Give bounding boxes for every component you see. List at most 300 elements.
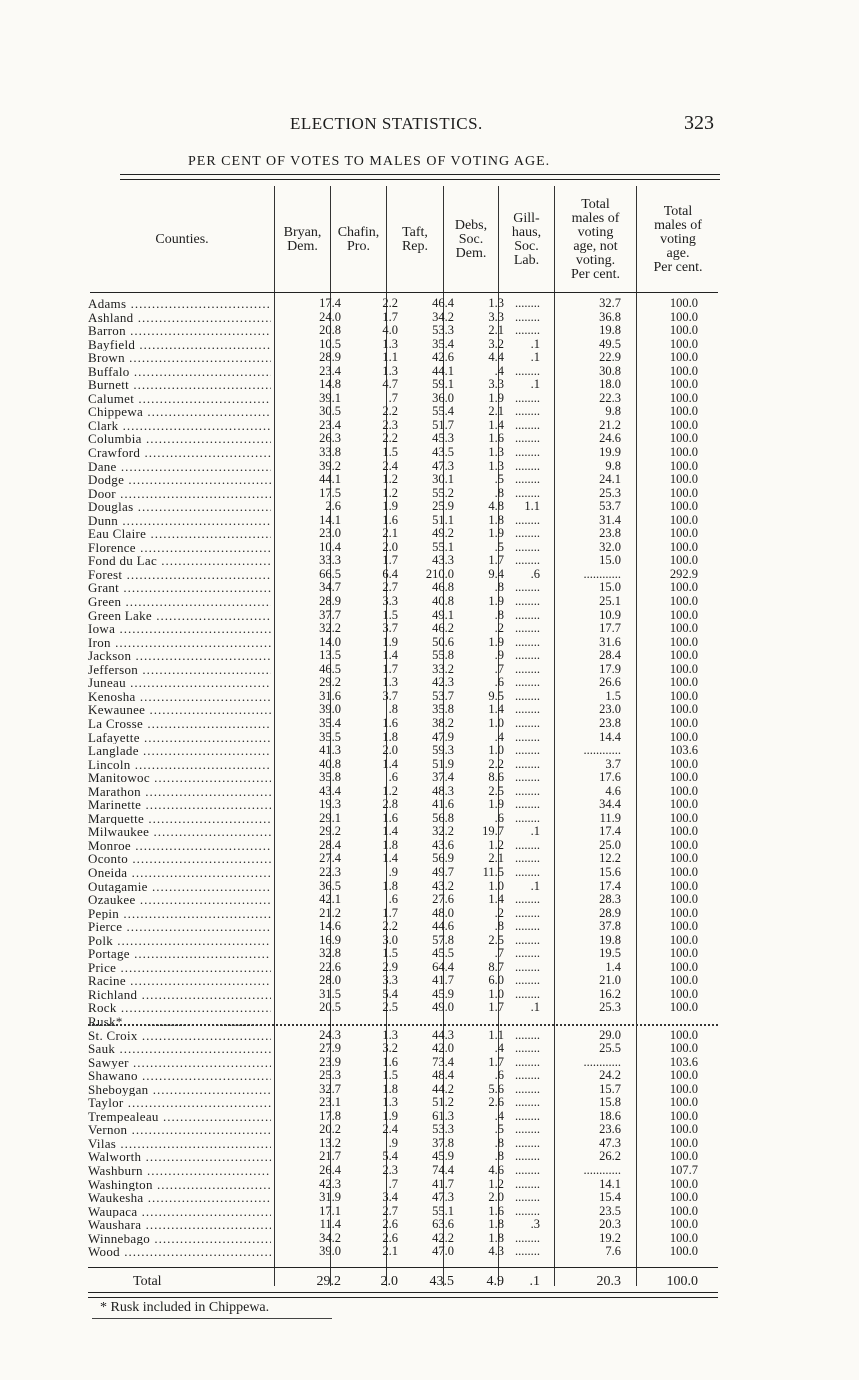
cell-taft: 35.8 — [432, 702, 454, 717]
cell-gillhaus: ........ — [515, 1149, 540, 1164]
cell-gillhaus: ........ — [515, 404, 540, 419]
cell-total-males: 100.0 — [669, 512, 698, 527]
table-title: PER CENT OF VOTES TO MALES OF VOTING AGE. — [188, 154, 551, 169]
cell-not-voting: 10.9 — [599, 607, 621, 622]
cell-taft: 73.4 — [432, 1054, 454, 1069]
cell-chafin: .9 — [388, 1135, 398, 1150]
cell-chafin: 3.3 — [382, 594, 398, 609]
rusk-dotted-rule — [88, 1024, 718, 1026]
cell-taft: 55.1 — [432, 539, 454, 554]
table-row — [88, 839, 718, 853]
cell-debs: 1.9 — [488, 634, 504, 649]
cell-taft: 25.9 — [432, 499, 454, 514]
cell-debs: .8 — [494, 1149, 504, 1164]
cell-bryan: 31.6 — [319, 688, 341, 703]
cell-chafin: 1.5 — [382, 1068, 398, 1083]
cell-debs: 19.7 — [482, 824, 504, 839]
cell-bryan: 34.7 — [319, 580, 341, 595]
cell-total-males: 100.0 — [669, 1000, 698, 1015]
cell-county: Jefferson ..... — [88, 663, 271, 677]
cell-gillhaus: ........ — [515, 851, 540, 866]
cell-county: Shawano ..... — [88, 1069, 271, 1083]
cell-gillhaus: ........ — [515, 472, 540, 487]
cell-chafin: 2.9 — [382, 959, 398, 974]
cell-taft: 34.2 — [432, 309, 454, 324]
cell-county: Pierce ..... — [88, 920, 271, 934]
cell-taft: 49.1 — [432, 607, 454, 622]
cell-debs: 8.7 — [488, 959, 504, 974]
cell-chafin: 1.7 — [382, 553, 398, 568]
cell-county: Washburn ..... — [88, 1164, 271, 1178]
cell-total-males: 100.0 — [669, 959, 698, 974]
cell-debs: 1.0 — [488, 986, 504, 1001]
cell-bryan: 20.8 — [319, 323, 341, 338]
cell-not-voting: 17.4 — [599, 878, 621, 893]
cell-total-males: 100.0 — [669, 1230, 698, 1245]
cell-not-voting: 22.3 — [599, 390, 621, 405]
cell-not-voting: 17.9 — [599, 661, 621, 676]
table-row — [88, 988, 718, 1002]
cell-not-voting: ............ — [583, 1054, 621, 1069]
cell-chafin: 3.4 — [382, 1190, 398, 1205]
cell-bryan: 23.4 — [319, 363, 341, 378]
cell-county: Barron ..... — [88, 324, 271, 338]
column-header-taft: Taft, Rep. — [401, 225, 429, 254]
cell-chafin: 1.3 — [382, 675, 398, 690]
cell-taft: 59.3 — [432, 743, 454, 758]
cell-county: Forest ..... — [88, 568, 271, 582]
cell-gillhaus: ........ — [515, 309, 540, 324]
cell-total-males: 100.0 — [669, 1081, 698, 1096]
cell-taft: 74.4 — [432, 1163, 454, 1177]
total-rule-top — [88, 1267, 718, 1268]
cell-bryan: 27.9 — [319, 1041, 341, 1056]
cell-gillhaus: .1 — [530, 824, 540, 839]
column-header-counties: Counties. — [155, 232, 209, 247]
total-not-voting: 20.3 — [596, 1274, 621, 1289]
cell-debs: .8 — [494, 1135, 504, 1150]
table-row — [88, 893, 718, 907]
cell-bryan: 22.3 — [319, 864, 341, 879]
cell-debs: 2.1 — [488, 404, 504, 419]
cell-county: Waukesha ..... — [88, 1191, 271, 1205]
cell-bryan: 24.0 — [319, 309, 341, 324]
footnote: * Rusk included in Chippewa. — [100, 1300, 270, 1315]
cell-county: Outagamie ..... — [88, 880, 271, 894]
cell-bryan: 39.0 — [319, 702, 341, 717]
cell-not-voting: ............ — [583, 743, 621, 758]
cell-bryan: 66.5 — [319, 566, 341, 581]
cell-chafin: 1.3 — [382, 1027, 398, 1042]
cell-not-voting: 49.5 — [599, 336, 621, 351]
cell-gillhaus: ........ — [515, 1244, 540, 1259]
cell-gillhaus: ........ — [515, 661, 540, 676]
cell-gillhaus: ........ — [515, 458, 540, 473]
cell-taft: 33.2 — [432, 661, 454, 676]
cell-chafin: 2.6 — [382, 1217, 398, 1232]
cell-county: Rock ..... — [88, 1001, 271, 1015]
cell-bryan: 33.3 — [319, 553, 341, 568]
cell-total-males: 100.0 — [669, 688, 698, 703]
cell-bryan: 24.3 — [319, 1027, 341, 1042]
cell-chafin: 4.7 — [382, 377, 398, 392]
cell-not-voting: 1.4 — [605, 959, 621, 974]
table-row — [88, 947, 718, 961]
cell-chafin: 1.3 — [382, 363, 398, 378]
cell-gillhaus: .1 — [530, 878, 540, 893]
cell-taft: 48.4 — [432, 1068, 454, 1083]
cell-bryan: 35.5 — [319, 729, 341, 744]
cell-taft: 55.2 — [432, 485, 454, 500]
cell-bryan: 20.2 — [319, 1122, 341, 1137]
cell-total-males: 100.0 — [669, 485, 698, 500]
cell-taft: 51.1 — [432, 512, 454, 527]
cell-bryan: 14.8 — [319, 377, 341, 392]
total-bryan: 29.2 — [316, 1274, 341, 1289]
cell-bryan: 39.1 — [319, 390, 341, 405]
cell-total-males: 100.0 — [669, 837, 698, 852]
table-row — [88, 663, 718, 677]
cell-gillhaus: .1 — [530, 1000, 540, 1015]
cell-county: Dane ..... — [88, 460, 271, 474]
cell-chafin: 1.7 — [382, 309, 398, 324]
cell-chafin: 1.9 — [382, 634, 398, 649]
cell-total-males: 100.0 — [669, 675, 698, 690]
cell-gillhaus: ........ — [515, 864, 540, 879]
cell-not-voting: 24.1 — [599, 472, 621, 487]
cell-debs: 1.9 — [488, 390, 504, 405]
cell-taft: 42.6 — [432, 350, 454, 365]
table-row — [88, 500, 718, 514]
cell-county: Langlade ..... — [88, 744, 271, 758]
cell-bryan: 39.0 — [319, 1244, 341, 1259]
cell-total-males: 100.0 — [669, 621, 698, 636]
cell-taft: 51.2 — [432, 1095, 454, 1110]
cell-debs: 2.2 — [488, 756, 504, 771]
cell-gillhaus: ........ — [515, 1176, 540, 1191]
cell-chafin: .8 — [388, 702, 398, 717]
cell-not-voting: 25.1 — [599, 594, 621, 609]
cell-chafin: 1.6 — [382, 1054, 398, 1069]
cell-total-males: 100.0 — [669, 1217, 698, 1232]
cell-not-voting: 25.0 — [599, 837, 621, 852]
table-row — [88, 1110, 718, 1124]
cell-total-males: 100.0 — [669, 864, 698, 879]
cell-debs: 6.0 — [488, 973, 504, 988]
cell-chafin: 1.9 — [382, 1108, 398, 1123]
table-row — [88, 419, 718, 433]
cell-county: Sauk ..... — [88, 1042, 271, 1056]
cell-gillhaus: ........ — [515, 1230, 540, 1245]
cell-total-males: 100.0 — [669, 1190, 698, 1205]
cell-debs: 2.5 — [488, 783, 504, 798]
cell-gillhaus: .6 — [530, 566, 540, 581]
cell-county: Dodge ..... — [88, 473, 271, 487]
cell-not-voting: 26.6 — [599, 675, 621, 690]
total-total-males: 100.0 — [666, 1274, 698, 1289]
cell-not-voting: ............ — [583, 566, 621, 581]
cell-total-males: 100.0 — [669, 1068, 698, 1083]
cell-total-males: 100.0 — [669, 1176, 698, 1191]
cell-chafin: 1.5 — [382, 607, 398, 622]
cell-taft: 48.0 — [432, 905, 454, 920]
table-row — [88, 514, 718, 528]
cell-total-males: 100.0 — [669, 1095, 698, 1110]
cell-not-voting: 17.6 — [599, 770, 621, 785]
cell-county: Burnett ..... — [88, 378, 271, 392]
cell-not-voting: 14.4 — [599, 729, 621, 744]
cell-debs: .5 — [494, 539, 504, 554]
cell-total-males: 100.0 — [669, 539, 698, 554]
cell-debs: .5 — [494, 472, 504, 487]
table-row — [88, 554, 718, 568]
cell-taft: 41.7 — [432, 1176, 454, 1191]
cell-gillhaus: ........ — [515, 973, 540, 988]
cell-gillhaus: ........ — [515, 363, 540, 378]
cell-debs: 3.3 — [488, 309, 504, 324]
cell-total-males: 100.0 — [669, 851, 698, 866]
cell-gillhaus: ........ — [515, 919, 540, 934]
cell-bryan: 13.5 — [319, 648, 341, 663]
cell-county: Monroe ..... — [88, 839, 271, 853]
cell-chafin: 2.1 — [382, 526, 398, 541]
cell-county: Iowa ..... — [88, 622, 271, 636]
cell-total-males: 100.0 — [669, 390, 698, 405]
cell-not-voting: 14.1 — [599, 1176, 621, 1191]
cell-chafin: 1.8 — [382, 729, 398, 744]
cell-taft: 35.4 — [432, 336, 454, 351]
table-row — [88, 446, 718, 460]
cell-bryan: 21.7 — [319, 1149, 341, 1164]
table-row — [88, 1137, 718, 1151]
cell-total-males: 100.0 — [669, 594, 698, 609]
cell-gillhaus: .1 — [530, 377, 540, 392]
cell-total-males: 100.0 — [669, 1108, 698, 1123]
cell-not-voting: 34.4 — [599, 797, 621, 812]
cell-taft: 43.3 — [432, 553, 454, 568]
cell-debs: 4.4 — [488, 350, 504, 365]
cell-county: Kewaunee ..... — [88, 703, 271, 717]
column-header-chafin: Chafin, Pro. — [337, 225, 380, 254]
cell-total-males: 100.0 — [669, 729, 698, 744]
cell-chafin: 1.8 — [382, 837, 398, 852]
cell-gillhaus: ........ — [515, 770, 540, 785]
cell-taft: 48.3 — [432, 783, 454, 798]
cell-chafin: 2.0 — [382, 743, 398, 758]
cell-bryan: 17.5 — [319, 485, 341, 500]
cell-chafin: 2.7 — [382, 1203, 398, 1218]
cell-total-males: 100.0 — [669, 1027, 698, 1042]
cell-gillhaus: ........ — [515, 1108, 540, 1123]
cell-total-males: 100.0 — [669, 458, 698, 473]
cell-debs: 1.4 — [488, 892, 504, 907]
cell-bryan: 16.9 — [319, 932, 341, 947]
cell-total-males: 100.0 — [669, 404, 698, 419]
cell-bryan: 28.9 — [319, 350, 341, 365]
cell-total-males: 100.0 — [669, 878, 698, 893]
cell-taft: 53.3 — [432, 323, 454, 338]
table-row — [88, 487, 718, 501]
cell-debs: 1.3 — [488, 296, 504, 310]
cell-bryan: 23.4 — [319, 417, 341, 432]
table-row — [88, 1042, 718, 1056]
cell-not-voting: 18.6 — [599, 1108, 621, 1123]
cell-county: Washington ..... — [88, 1178, 271, 1192]
table-row — [88, 1191, 718, 1205]
cell-chafin: 1.4 — [382, 851, 398, 866]
cell-county: Taylor ..... — [88, 1096, 271, 1110]
cell-chafin: 2.2 — [382, 296, 398, 310]
cell-taft: 42.3 — [432, 675, 454, 690]
cell-gillhaus: ........ — [515, 1081, 540, 1096]
cell-total-males: 100.0 — [669, 607, 698, 622]
cell-debs: .9 — [494, 648, 504, 663]
cell-bryan: 21.2 — [319, 905, 341, 920]
table-row — [88, 1001, 718, 1015]
cell-taft: 45.9 — [432, 986, 454, 1001]
cell-county: Marinette ..... — [88, 798, 271, 812]
cell-gillhaus: ........ — [515, 485, 540, 500]
cell-county: Brown ..... — [88, 351, 271, 365]
cell-debs: 2.0 — [488, 1190, 504, 1205]
cell-not-voting: 32.7 — [599, 296, 621, 310]
page-number: 323 — [684, 112, 714, 134]
cell-county: Adams ..... — [88, 297, 271, 311]
cell-taft: 47.3 — [432, 458, 454, 473]
page-header — [0, 114, 859, 138]
cell-gillhaus: ........ — [515, 607, 540, 622]
cell-debs: 2.5 — [488, 932, 504, 947]
cell-not-voting: 23.5 — [599, 1203, 621, 1218]
cell-bryan: 17.1 — [319, 1203, 341, 1218]
cell-not-voting: 36.8 — [599, 309, 621, 324]
cell-debs: 1.3 — [488, 445, 504, 460]
cell-taft: 55.4 — [432, 404, 454, 419]
cell-chafin: 2.4 — [382, 458, 398, 473]
cell-gillhaus: ........ — [515, 648, 540, 663]
cell-total-males: 100.0 — [669, 350, 698, 365]
cell-gillhaus: ........ — [515, 323, 540, 338]
cell-taft: 47.0 — [432, 1244, 454, 1259]
cell-taft: 46.2 — [432, 621, 454, 636]
cell-debs: 1.8 — [488, 1217, 504, 1232]
cell-debs: 9.5 — [488, 688, 504, 703]
table-row — [88, 460, 718, 474]
cell-not-voting: 53.7 — [599, 499, 621, 514]
cell-debs: 1.6 — [488, 1203, 504, 1218]
table-row — [88, 1218, 718, 1232]
cell-taft: 44.6 — [432, 919, 454, 934]
cell-gillhaus: ........ — [515, 986, 540, 1001]
cell-bryan: 46.5 — [319, 661, 341, 676]
cell-taft: 53.3 — [432, 1122, 454, 1137]
table-row — [88, 731, 718, 745]
cell-total-males: 100.0 — [669, 499, 698, 514]
cell-debs: 4.8 — [488, 499, 504, 514]
table-row — [88, 961, 718, 975]
table-row — [88, 311, 718, 325]
table-row — [88, 1083, 718, 1097]
cell-chafin: 3.3 — [382, 973, 398, 988]
table-row — [88, 690, 718, 704]
cell-taft: 53.7 — [432, 688, 454, 703]
cell-county: Sheboygan ..... — [88, 1083, 271, 1097]
table-row — [88, 1029, 718, 1043]
cell-county: Richland ..... — [88, 988, 271, 1002]
table-row — [88, 974, 718, 988]
cell-not-voting: 16.2 — [599, 986, 621, 1001]
cell-bryan: 29.2 — [319, 824, 341, 839]
cell-bryan: 10.5 — [319, 336, 341, 351]
table-row — [88, 880, 718, 894]
cell-bryan: 23.9 — [319, 1054, 341, 1069]
cell-total-males: 100.0 — [669, 1135, 698, 1150]
cell-bryan: 28.9 — [319, 594, 341, 609]
cell-gillhaus: ........ — [515, 526, 540, 541]
cell-taft: 61.3 — [432, 1108, 454, 1123]
cell-taft: 36.0 — [432, 390, 454, 405]
cell-chafin: 2.5 — [382, 1000, 398, 1015]
cell-not-voting: 28.3 — [599, 892, 621, 907]
header-rule — [90, 292, 718, 293]
table-row — [88, 1164, 718, 1178]
cell-taft: 41.6 — [432, 797, 454, 812]
cell-county: Green Lake ..... — [88, 609, 271, 623]
cell-county: Eau Claire ..... — [88, 527, 271, 541]
cell-total-males: 100.0 — [669, 445, 698, 460]
cell-county: Winnebago ..... — [88, 1232, 271, 1246]
cell-chafin: 1.2 — [382, 783, 398, 798]
running-title: ELECTION STATISTICS. — [290, 114, 483, 133]
cell-gillhaus: ........ — [515, 512, 540, 527]
cell-gillhaus: ........ — [515, 1190, 540, 1205]
cell-debs: 1.0 — [488, 715, 504, 730]
cell-county: Iron ..... — [88, 636, 271, 650]
table-row — [88, 1069, 718, 1083]
cell-gillhaus: ........ — [515, 688, 540, 703]
cell-total-males: 100.0 — [669, 377, 698, 392]
cell-taft: 46.4 — [432, 296, 454, 310]
cell-taft: 55.1 — [432, 1203, 454, 1218]
cell-bryan: 29.1 — [319, 810, 341, 825]
cell-county: Racine ..... — [88, 974, 271, 988]
cell-gillhaus: ........ — [515, 715, 540, 730]
cell-bryan: 19.3 — [319, 797, 341, 812]
cell-not-voting: 15.6 — [599, 864, 621, 879]
cell-total-males: 100.0 — [669, 1203, 698, 1218]
cell-debs: .7 — [494, 946, 504, 961]
cell-total-males: 100.0 — [669, 1041, 698, 1056]
cell-taft: 46.8 — [432, 580, 454, 595]
cell-chafin: 4.0 — [382, 323, 398, 338]
cell-chafin: 2.6 — [382, 1230, 398, 1245]
cell-debs: 1.0 — [488, 743, 504, 758]
table-row — [88, 771, 718, 785]
table-row — [88, 1245, 718, 1259]
table-row — [88, 636, 718, 650]
total-row — [88, 1274, 718, 1290]
cell-taft: 44.1 — [432, 363, 454, 378]
cell-debs: 1.7 — [488, 1054, 504, 1069]
cell-debs: 2.1 — [488, 851, 504, 866]
cell-gillhaus: .1 — [530, 336, 540, 351]
total-debs: 4.9 — [486, 1274, 504, 1289]
cell-gillhaus: ........ — [515, 445, 540, 460]
cell-bryan: 26.4 — [319, 1163, 341, 1177]
cell-taft: 55.8 — [432, 648, 454, 663]
cell-not-voting: 25.3 — [599, 485, 621, 500]
cell-gillhaus: ........ — [515, 1122, 540, 1137]
